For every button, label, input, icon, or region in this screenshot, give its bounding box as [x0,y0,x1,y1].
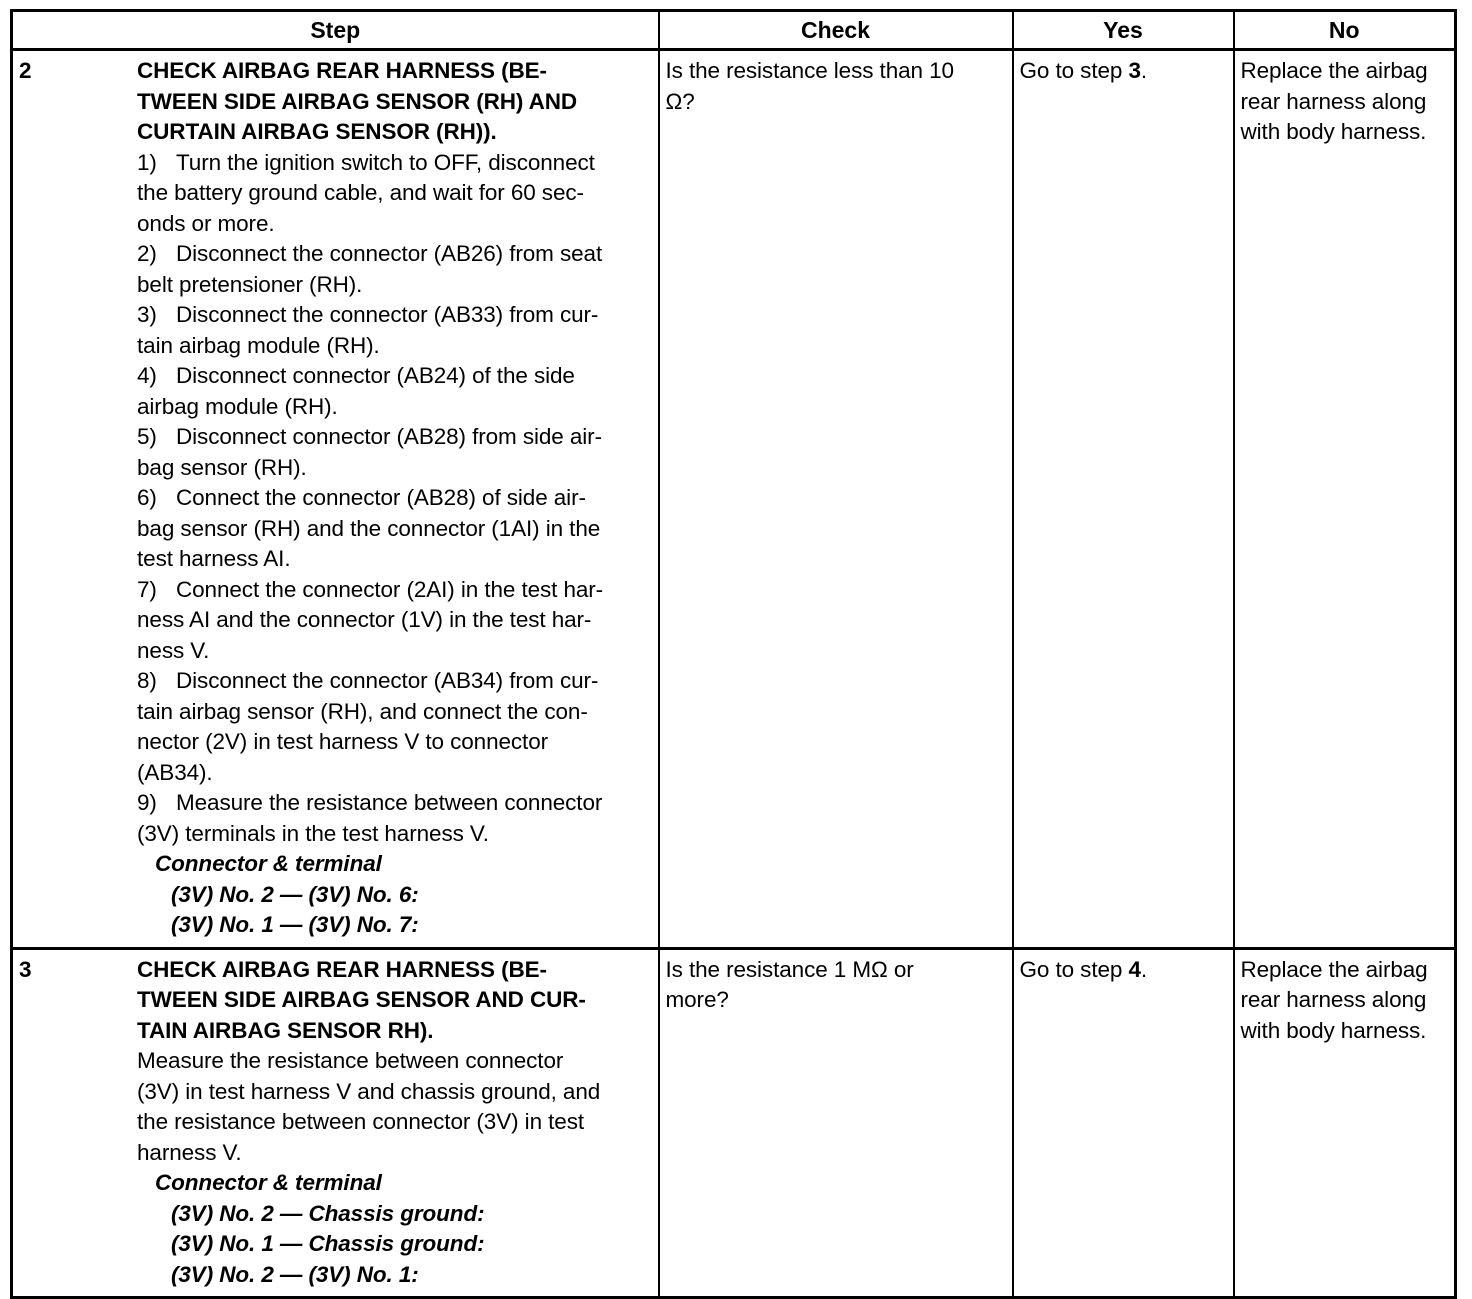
instruction-text: test harness AI. [137,546,291,571]
connector-terminal-heading: Connector & terminal [155,851,382,876]
instruction-text: Disconnect the connector (AB33) from cur- [176,302,599,327]
instruction-number: 6) [137,485,157,510]
instruction-text: Disconnect connector (AB24) of the side [176,363,575,388]
no-text-line: with body harness. [1240,1017,1427,1043]
instruction-text: onds or more. [137,210,275,236]
check-cell [659,948,1013,1298]
step-title-line: CHECK AIRBAG REAR HARNESS (BE- [137,956,547,982]
header-no: No [1234,11,1456,50]
no-cell [1234,50,1456,949]
step-title-line: TAIN AIRBAG SENSOR RH). [137,1017,434,1043]
yes-text: Go to step [1019,58,1129,83]
instruction-text: bag sensor (RH). [137,454,307,480]
instruction-text: (3V) terminals in the test harness V. [137,820,489,846]
instruction-text: ness AI and the connector (1V) in the test har- [137,607,592,632]
instruction-text: the battery ground cable, and wait for 60 sec- [137,180,584,205]
step-cell [12,50,659,949]
step-body [137,955,652,1291]
instruction-7 [137,575,652,606]
no-text-line: rear harness along [1240,88,1427,114]
check-text-line: Ω? [665,88,695,114]
instruction-number: 5) [137,424,157,449]
instruction-number: 4) [137,363,157,388]
instruction-number: 1) [137,149,157,175]
no-text-line: rear harness along [1240,987,1427,1012]
instruction-text: bag sensor (RH) and the connector (1AI) in the [137,515,601,541]
no-text-line: Replace the airbag [1240,956,1428,982]
instruction-3 [137,300,652,331]
header-check: Check [659,11,1013,50]
no-text-line: with body harness. [1240,119,1427,144]
instruction-4 [137,361,652,392]
instruction-1 [137,148,652,179]
instruction-text: Disconnect the connector (AB26) from seat [176,241,603,266]
instruction-number: 2) [137,241,157,266]
step-number: 3 [19,956,32,982]
header-row [12,11,1456,50]
instruction-text: ness V. [137,637,210,663]
step-title-line: TWEEN SIDE AIRBAG SENSOR AND CUR- [137,987,586,1012]
table-row-step-3 [12,948,1456,1298]
instruction-text: the resistance between connector (3V) in test [137,1109,584,1134]
instruction-number: 7) [137,576,157,602]
instruction-text: nector (2V) in test harness V to connector [137,729,549,754]
instruction-text: Measure the resistance between connector [176,790,603,815]
instruction-text: Connect the connector (2AI) in the test har- [176,576,604,602]
connector-terminal-line: (3V) No. 2 — Chassis ground: [171,1200,485,1226]
step-title-line: CURTAIN AIRBAG SENSOR (RH)). [137,119,497,144]
instruction-text: Disconnect connector (AB28) from side air- [176,424,602,449]
no-text-line: Replace the airbag [1240,58,1428,83]
instruction-6 [137,483,652,514]
step-cell [12,948,659,1298]
connector-terminal-line: (3V) No. 1 — Chassis ground: [171,1231,485,1256]
header-step: Step [12,11,659,50]
instruction-text: tain airbag module (RH). [137,332,380,358]
instruction-number: 8) [137,668,157,693]
instruction-8 [137,666,652,697]
step-number: 2 [19,58,32,83]
step-title-line: CHECK AIRBAG REAR HARNESS (BE- [137,58,547,83]
instruction-text: (AB34). [137,759,213,785]
instruction-2 [137,239,652,270]
no-cell [1234,948,1456,1298]
instruction-text: Turn the ignition switch to OFF, disconnect [176,149,595,175]
procedure-table [10,9,1457,1299]
connector-terminal-line: (3V) No. 2 — (3V) No. 6: [171,881,419,907]
instruction-text: harness V. [137,1139,242,1165]
yes-text: Go to step [1019,956,1129,982]
instruction-number: 3) [137,302,157,327]
connector-terminal-line: (3V) No. 2 — (3V) No. 1: [171,1261,419,1287]
instruction-text: (3V) in test harness V and chassis ground, and [137,1078,601,1104]
instruction-text: Measure the resistance between connector [137,1048,564,1073]
instruction-text: Disconnect the connector (AB34) from cur- [176,668,599,693]
instruction-text: Connect the connector (AB28) of side air- [176,485,586,510]
connector-terminal-line: (3V) No. 1 — (3V) No. 7: [171,912,419,937]
instruction-number: 9) [137,790,157,815]
step-title [137,955,652,1047]
yes-step-number: 3 [1128,58,1141,83]
step-title [137,56,652,148]
instruction-text: belt pretensioner (RH). [137,271,363,297]
yes-text-suffix: . [1140,58,1148,83]
check-text-line: Is the resistance less than 10 [665,58,954,83]
header-yes: Yes [1013,11,1234,50]
check-text-line: Is the resistance 1 MΩ or [665,956,914,982]
instruction-9 [137,788,652,819]
yes-cell [1013,948,1234,1298]
instruction-5 [137,422,652,453]
instruction-text: airbag module (RH). [137,393,338,419]
check-cell [659,50,1013,949]
yes-cell [1013,50,1234,949]
table-row-step-2 [12,50,1456,949]
connector-terminal-heading: Connector & terminal [155,1170,382,1195]
step-title-line: TWEEN SIDE AIRBAG SENSOR (RH) AND [137,88,578,114]
yes-text-suffix: . [1140,956,1148,982]
yes-step-number: 4 [1128,956,1141,982]
check-text-line: more? [665,987,729,1012]
instruction-text: tain airbag sensor (RH), and connect the con- [137,698,588,724]
step-body [137,56,652,941]
